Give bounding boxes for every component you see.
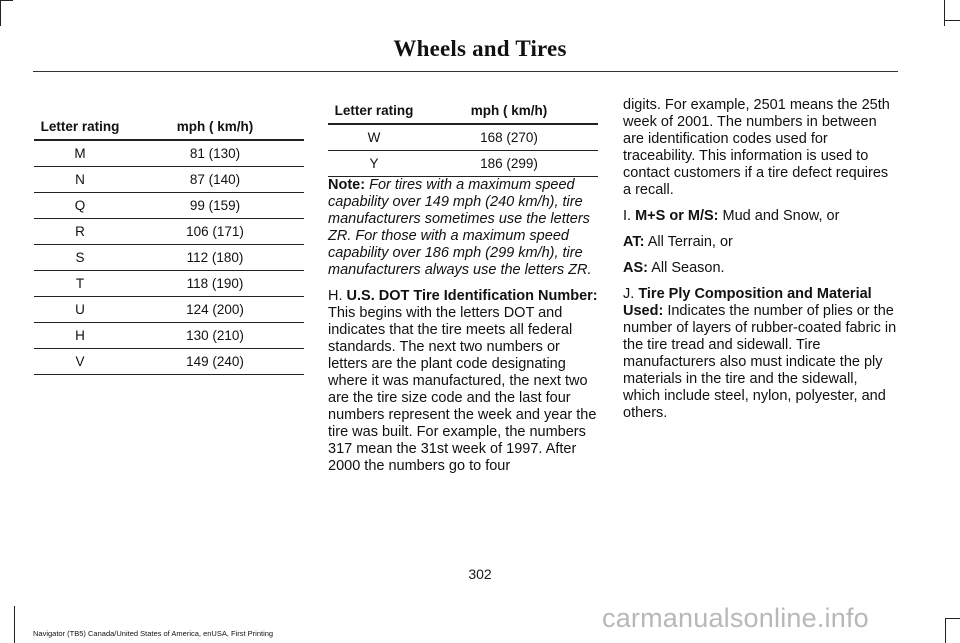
crop-mark: [945, 618, 960, 619]
section-title: U.S. DOT Tire Identification Number:: [346, 288, 598, 304]
table-cell: 186 (299): [420, 151, 598, 177]
table-row: [34, 219, 304, 245]
table-cell: 106 (171): [126, 219, 304, 245]
table-cell: 130 (210): [126, 323, 304, 349]
table-cell: Q: [34, 193, 126, 219]
middle-column: [328, 177, 603, 484]
item-as-paragraph: [623, 260, 898, 277]
table-cell: U: [34, 297, 126, 323]
item-title: Tire Ply Composition and Material Used:: [623, 286, 872, 319]
item-i-paragraph: [623, 208, 898, 225]
item-body: Indicates the number of plies or the number of layers of rubber-coated fabric in the tire tread and sidewall. Tire manufacturers also must indicate the ply materials in the tire and the sidewall, which include steel, nylon, polyester, and others.: [623, 303, 897, 421]
watermark: carmanualsonline.info: [602, 603, 869, 633]
table-cell: 87 (140): [126, 167, 304, 193]
item-body: All Season.: [651, 260, 725, 276]
table-cell: R: [34, 219, 126, 245]
continuation-paragraph: digits. For example, 2501 means the 25th week of 2001. The numbers in between are identification codes used for traceability. This information is used to contact customers if a tire defect requires a recall.: [623, 97, 890, 198]
table-row: [34, 323, 304, 349]
table-cell: 168 (270): [420, 124, 598, 151]
table-row: [34, 193, 304, 219]
table-cell: T: [34, 271, 126, 297]
table-cell: 112 (180): [126, 245, 304, 271]
table-row: [34, 349, 304, 375]
speed-rating-table-right: [328, 97, 598, 177]
table-row: [34, 297, 304, 323]
table-cell: Y: [328, 151, 420, 177]
crop-mark: [14, 606, 15, 643]
table-cell: 99 (159): [126, 193, 304, 219]
section-prefix: H.: [328, 288, 343, 304]
section-body: This begins with the letters DOT and indicates that the tire meets all federal standards. The next two numbers or letters are the plant code designating where it was manufactured, the next two are the tire size code and the last four numbers represent the week and year the tire was built. For example, the numbers 317 mean the 31st week of 1997. After 2000 the numbers go to four: [328, 305, 597, 474]
note-label: Note:: [328, 177, 366, 193]
crop-mark: [0, 0, 1, 26]
table-row: [328, 124, 598, 151]
crop-mark: [945, 618, 946, 643]
page-number: 302: [468, 566, 492, 582]
table-row: [34, 271, 304, 297]
note-paragraph: [328, 177, 603, 279]
table-row: [34, 140, 304, 167]
crop-mark: [944, 20, 960, 21]
note-text: For tires with a maximum speed capability over 149 mph (240 km/h), tire manufacturers sometimes use the letters ZR. For those with a maximum speed capability over 186 mph (299 km/h), tire manufacturers always use the letters ZR.: [328, 177, 592, 278]
table-cell: 149 (240): [126, 349, 304, 375]
table-cell: 124 (200): [126, 297, 304, 323]
table-cell: H: [34, 323, 126, 349]
table-cell: 118 (190): [126, 271, 304, 297]
table-cell: 81 (130): [126, 140, 304, 167]
table-row: [34, 167, 304, 193]
item-title: AT:: [623, 234, 645, 250]
table-cell: N: [34, 167, 126, 193]
item-at-paragraph: [623, 234, 898, 251]
column-header: mph ( km/h): [420, 97, 598, 124]
table-row: [328, 151, 598, 177]
item-title: M+S or M/S:: [635, 208, 719, 224]
table-cell: V: [34, 349, 126, 375]
speed-rating-table-left: [34, 113, 304, 375]
column-header: Letter rating: [328, 97, 420, 124]
table-cell: W: [328, 124, 420, 151]
table-cell: M: [34, 140, 126, 167]
item-prefix: J.: [623, 286, 635, 302]
footer-text: Navigator (TB5) Canada/United States of America, enUSA, First Printing: [33, 629, 274, 638]
right-column: [623, 97, 898, 431]
item-body: All Terrain, or: [647, 234, 733, 250]
page-title: Wheels and Tires: [393, 36, 567, 61]
item-j-paragraph: [623, 286, 898, 422]
table-row: [34, 245, 304, 271]
section-h-paragraph: [328, 288, 603, 475]
crop-mark: [0, 0, 13, 1]
column-header: Letter rating: [34, 113, 126, 140]
header-rule: [33, 71, 898, 72]
column-header: mph ( km/h): [126, 113, 304, 140]
table-cell: S: [34, 245, 126, 271]
crop-mark: [944, 0, 945, 26]
item-title: AS:: [623, 260, 648, 276]
item-body: Mud and Snow, or: [722, 208, 840, 224]
item-prefix: I.: [623, 208, 632, 224]
